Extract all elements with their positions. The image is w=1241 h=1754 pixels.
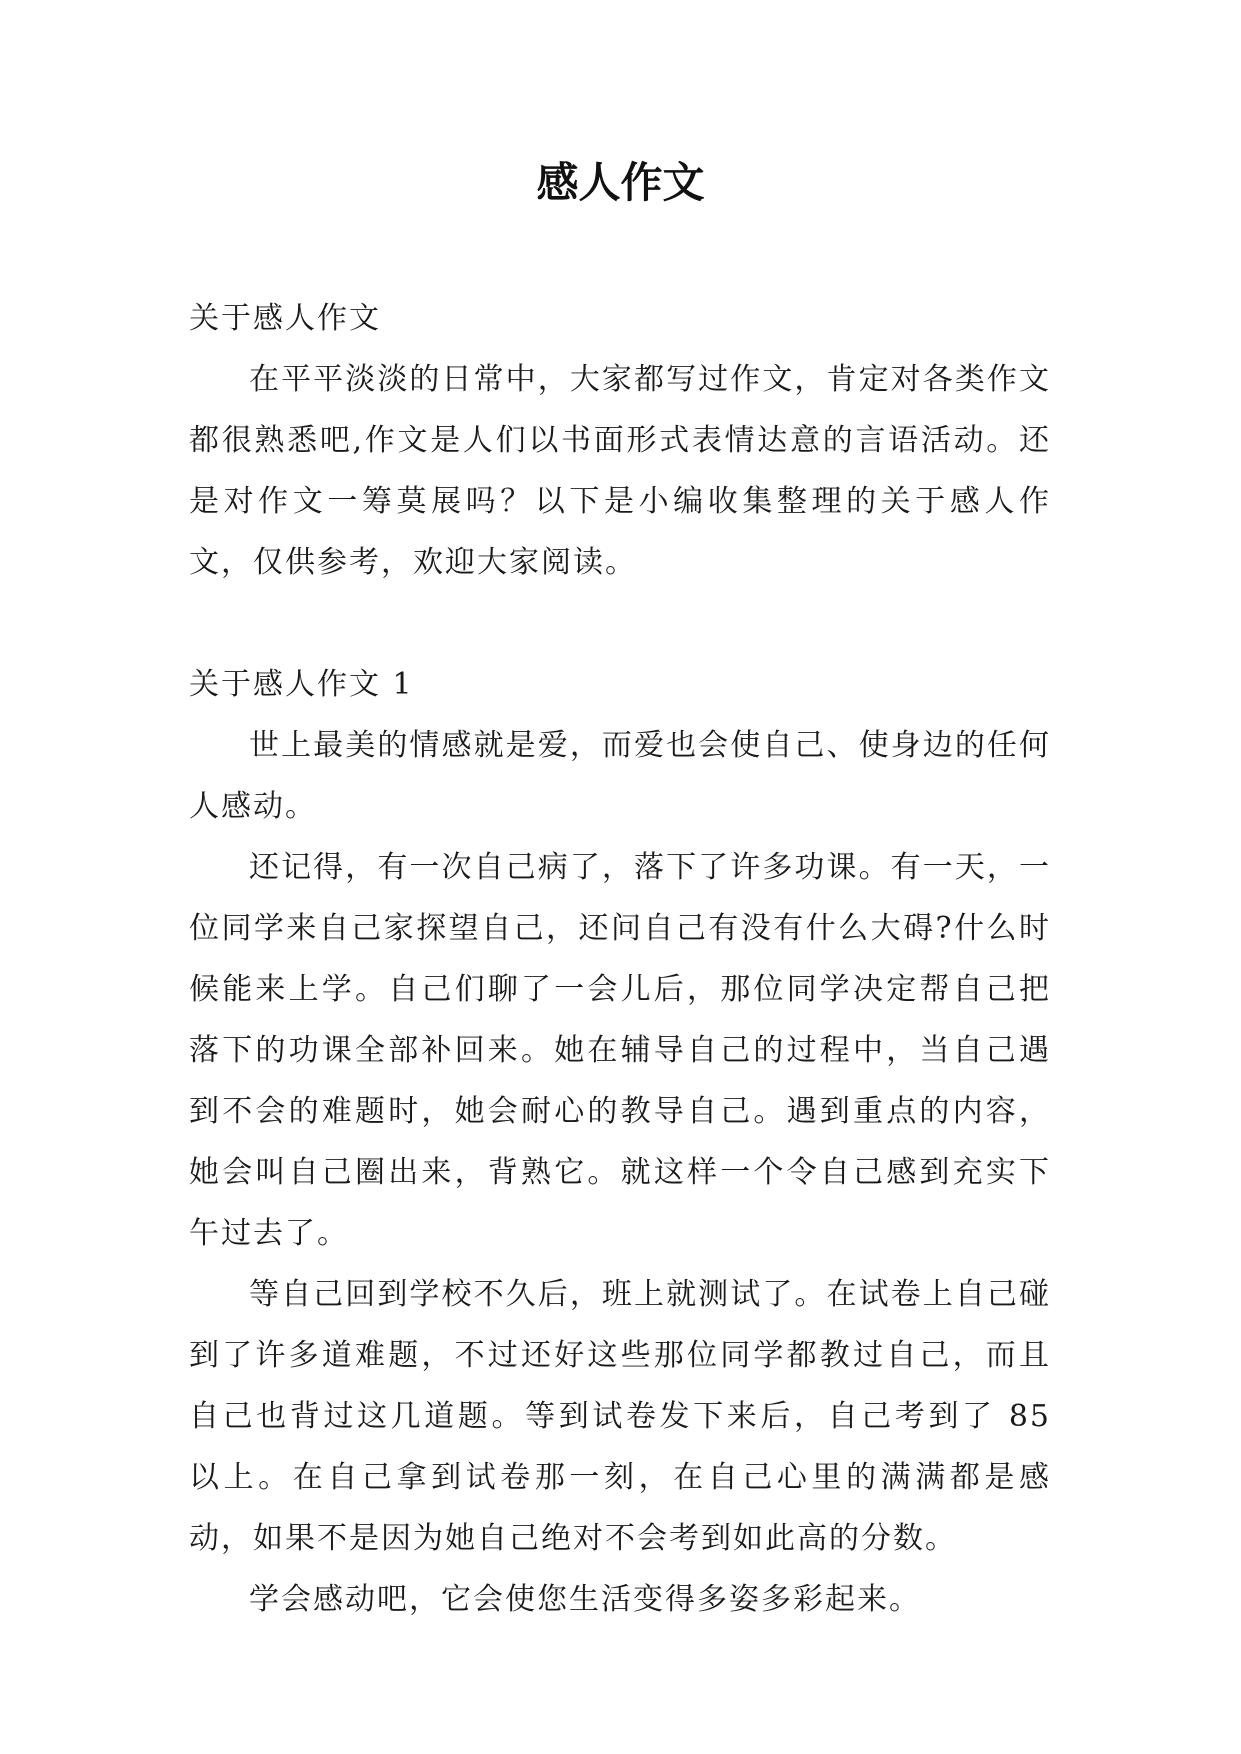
section-paragraph: 世上最美的情感就是爱，而爱也会使自己、使身边的任何人感动。 <box>189 728 1051 824</box>
section-paragraph: 学会感动吧，它会使您生活变得多姿多彩起来。 <box>249 1582 921 1617</box>
section-paragraph: 等自己回到学校不久后，班上就测试了。在试卷上自己碰到了许多道难题，不过还好这些那位同学都教过自己，而且自己也背过这几道题。等到试卷发下来后，自己考到了 85 以上。在自己拿到试卷那一刻，在自己心里的满满都是感动，如果不是因为她自己绝对不会考到如此高的分数。 <box>189 1277 1051 1556</box>
intro-paragraph: 在平平淡淡的日常中，大家都写过作文，肯定对各类作文都很熟悉吧,作文是人们以书面形式表情达意的言语活动。还是对作文一筹莫展吗？以下是小编收集整理的关于感人作文，仅供参考，欢迎大家阅读。 <box>189 362 1051 580</box>
section-heading: 关于感人作文 1 <box>189 667 414 702</box>
section-paragraph: 还记得，有一次自己病了，落下了许多功课。有一天，一位同学来自己家探望自己，还问自己有没有什么大碍?什么时候能来上学。自己们聊了一会儿后，那位同学决定帮自己把落下的功课全部补回来。她在辅导自己的过程中，当自己遇到不会的难题时，她会耐心的教导自己。遇到重点的内容，她会叫自己圈出来，背熟它。就这样一个令自己感到充实下午过去了。 <box>189 850 1051 1251</box>
document-body <box>189 288 1051 1630</box>
document-title: 感人作文 <box>536 158 705 207</box>
section-spacer <box>189 593 1051 654</box>
intro-heading: 关于感人作文 <box>189 301 381 336</box>
